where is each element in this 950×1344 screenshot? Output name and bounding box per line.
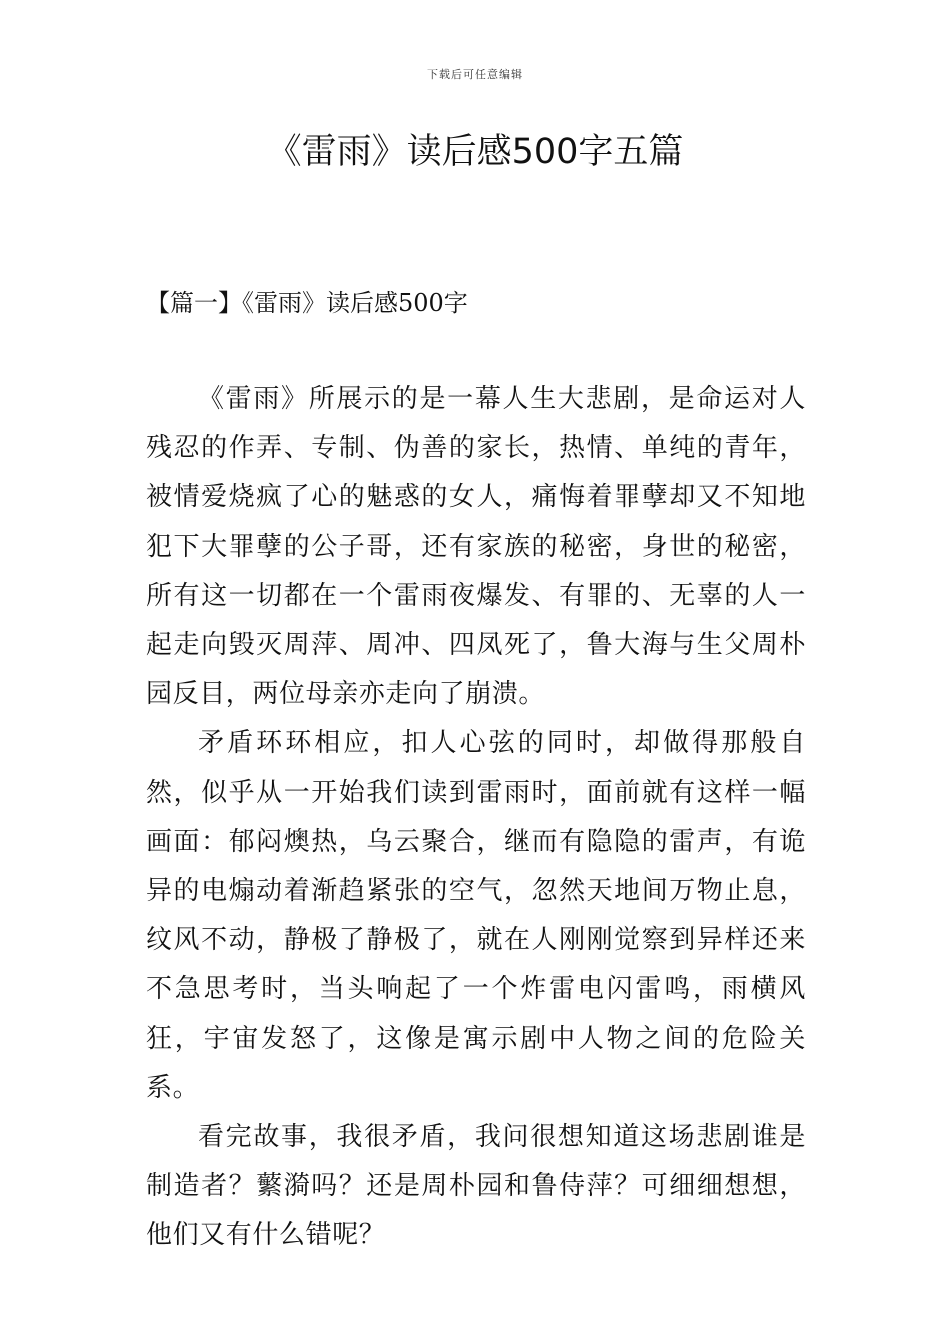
header-note: 下载后可任意编辑 bbox=[427, 68, 523, 81]
document-title: 《雷雨》读后感500字五篇 bbox=[266, 132, 684, 172]
paragraph-1: 《雷雨》所展示的是一幕人生大悲剧，是命运对人残忍的作弄、专制、伪善的家长，热情、单纯的青年，被情爱烧疯了心的魅惑的女人，痛悔着罪孽却又不知地犯下大罪孽的公子哥，还有家族的秘密，身世的秘密，所有这一切都在一个雷雨夜爆发、有罪的、无辜的人一起走向毁灭周萍、周冲、四凤死了，鲁大海与生父周朴园反目，两位母亲亦走向了崩溃。 bbox=[146, 384, 806, 710]
paragraph-2: 矛盾环环相应，扣人心弦的同时，却做得那般自然，似乎从一开始我们读到雷雨时，面前就有这样一幅画面：郁闷燠热，乌云聚合，继而有隐隐的雷声，有诡异的电煽动着渐趋紧张的空气，忽然天地间万物止息，纹风不动，静极了静极了，就在人刚刚觉察到异样还来不急思考时，当头响起了一个炸雷电闪雷鸣，雨横风狂，宇宙发怒了，这像是寓示剧中人物之间的危险关系。 bbox=[146, 728, 806, 1103]
body-text bbox=[146, 375, 806, 1261]
section-heading: 【篇一】《雷雨》读后感500字 bbox=[146, 289, 468, 317]
paragraph-3: 看完故事，我很矛盾，我问很想知道这场悲剧谁是制造者？蘩漪吗？还是周朴园和鲁侍萍？可细细想想，他们又有什么错呢？ bbox=[146, 1122, 806, 1251]
